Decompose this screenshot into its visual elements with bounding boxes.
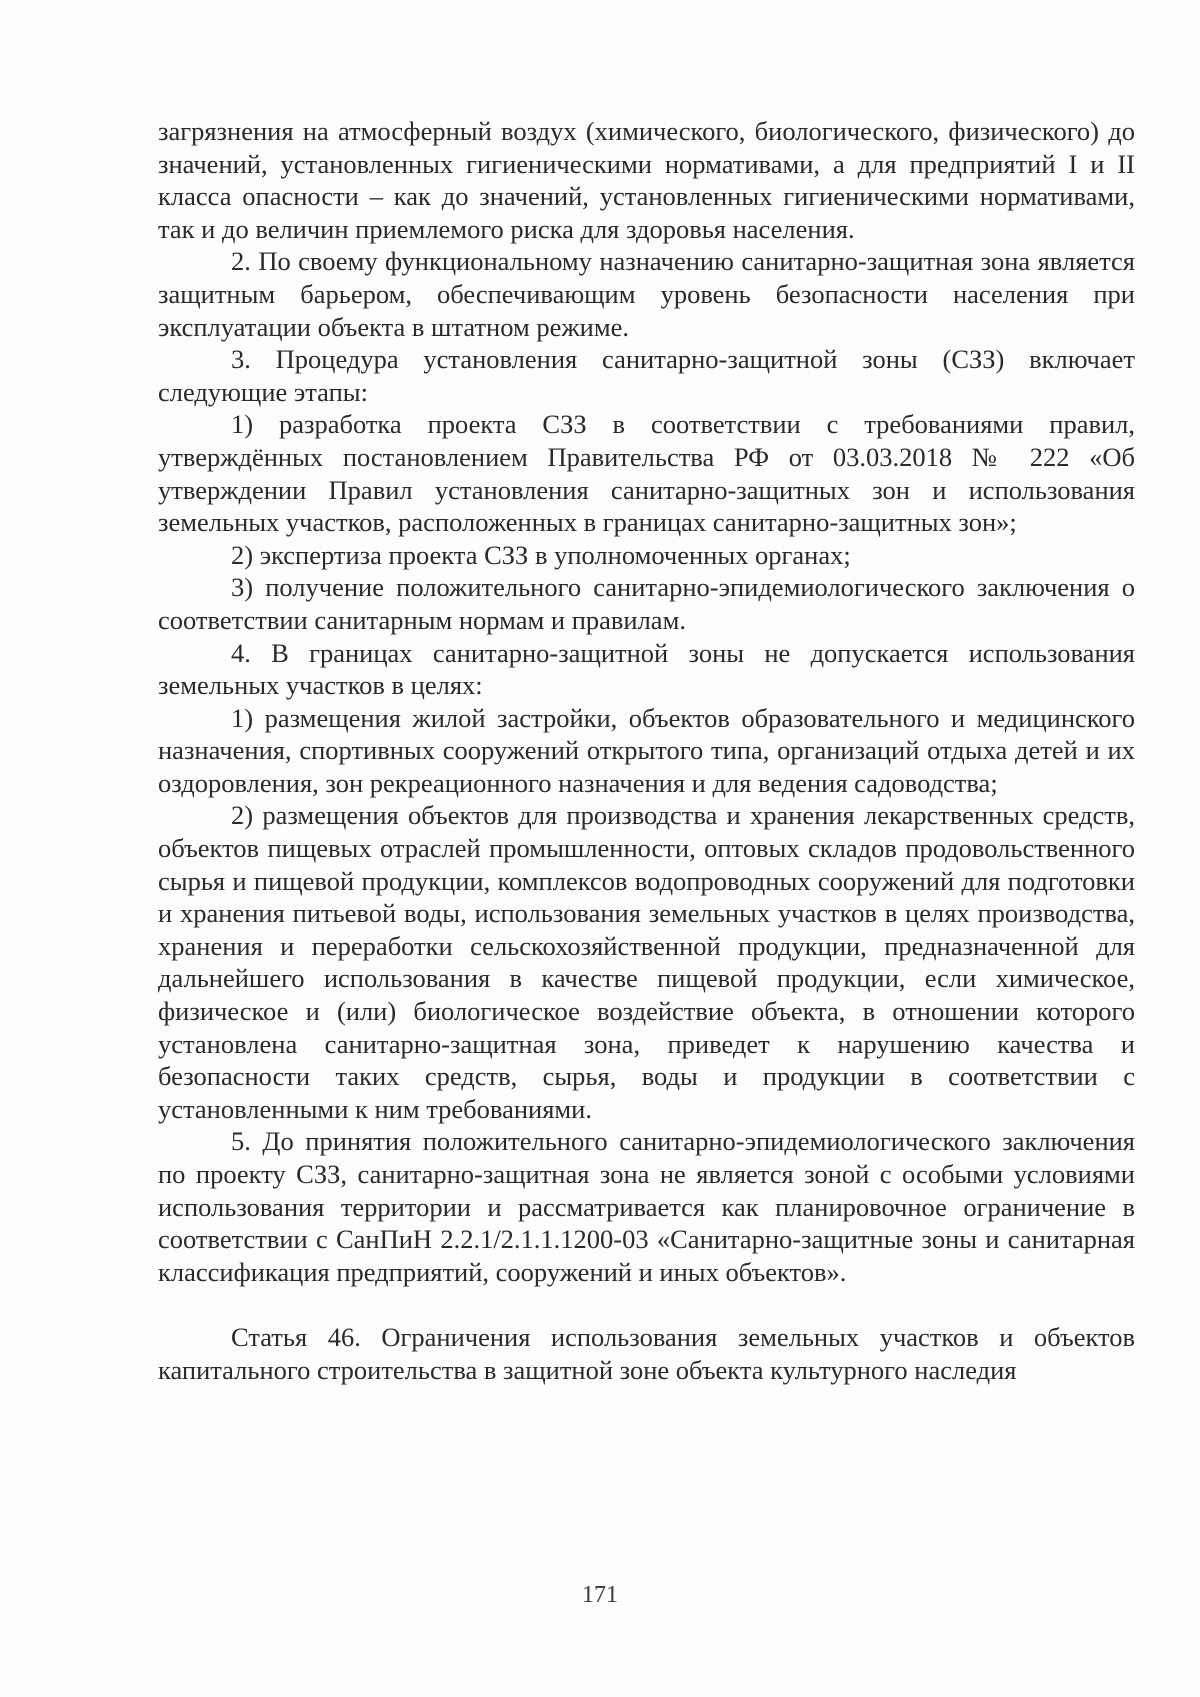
article-heading: Статья 46. Ограничения использования земельных участков и объектов капитального строительства в защитной зоне объекта культурного наследия [158, 1321, 1135, 1385]
paragraph-subitem-4-1: 1) размещения жилой застройки, объектов образовательного и медицинского назначения, спортивных сооружений открытого типа, организаций отдыха детей и их оздоровления, зон рекреационного назначения и для ведения садоводства; [158, 702, 1135, 798]
paragraph-item-5: 5. До принятия положительного санитарно-эпидемиологического заключения по проекту СЗЗ, санитарно-защитная зона не является зоной с особыми условиями использования территории и рассматривается как планировочное ограничение в соответствии с СанПиН 2.2.1/2.1.1.1200-03 «Санитарно-защитные зоны и санитарная классификация предприятий, сооружений и иных объектов». [158, 1126, 1135, 1287]
paragraph-subitem-3-1: 1) разработка проекта СЗЗ в соответствии с требованиями правил, утверждённых постановлением Правительства РФ от 03.03.2018 № 222 «Об утверждении Правил установления санитарно-защитных зон и использования земельных участков, расположенных в границах санитарно-защитных зон»; [158, 409, 1135, 538]
paragraph-item-4: 4. В границах санитарно-защитной зоны не допускается использования земельных участков в целях: [158, 637, 1135, 701]
paragraph-item-2: 2. По своему функциональному назначению санитарно-защитная зона является защитным барьером, обеспечивающим уровень безопасности населения при эксплуатации объекта в штатном режиме. [158, 246, 1135, 342]
paragraph-subitem-3-2: 2) экспертиза проекта СЗЗ в уполномоченных органах; [231, 539, 851, 570]
paragraph-subitem-4-2: 2) размещения объектов для производства и хранения лекарственных средств, объектов пищевых отраслей промышленности, оптовых складов продовольственного сырья и пищевой продукции, комплексов водопроводных сооружений для подготовки и хранения питьевой воды, использования земельных участков в целях производства, хранения и переработки сельскохозяйственной продукции, предназначенной для дальнейшего использования в качестве пищевой продукции, если химическое, физическое и (или) биологическое воздействие объекта, в отношении которого установлена санитарно-защитная зона, приведет к нарушению качества и безопасности таких средств, сырья, воды и продукции в соответствии с установленными к ним требованиями. [158, 800, 1135, 1124]
page-number: 171 [582, 1582, 618, 1608]
paragraph-continuation: загрязнения на атмосферный воздух (химического, биологического, физического) до значений, установленных гигиеническими нормативами, а для предприятий I и II класса опасности – как до значений, установленных гигиеническими нормативами, так и до величин приемлемого риска для здоровья населения. [158, 116, 1135, 244]
paragraph-item-3: 3. Процедура установления санитарно-защитной зоны (СЗЗ) включает следующие этапы: [158, 344, 1135, 407]
document-body [158, 115, 1135, 1386]
paragraph-subitem-3-3: 3) получение положительного санитарно-эпидемиологического заключения о соответствии санитарным нормам и правилам. [158, 572, 1135, 635]
